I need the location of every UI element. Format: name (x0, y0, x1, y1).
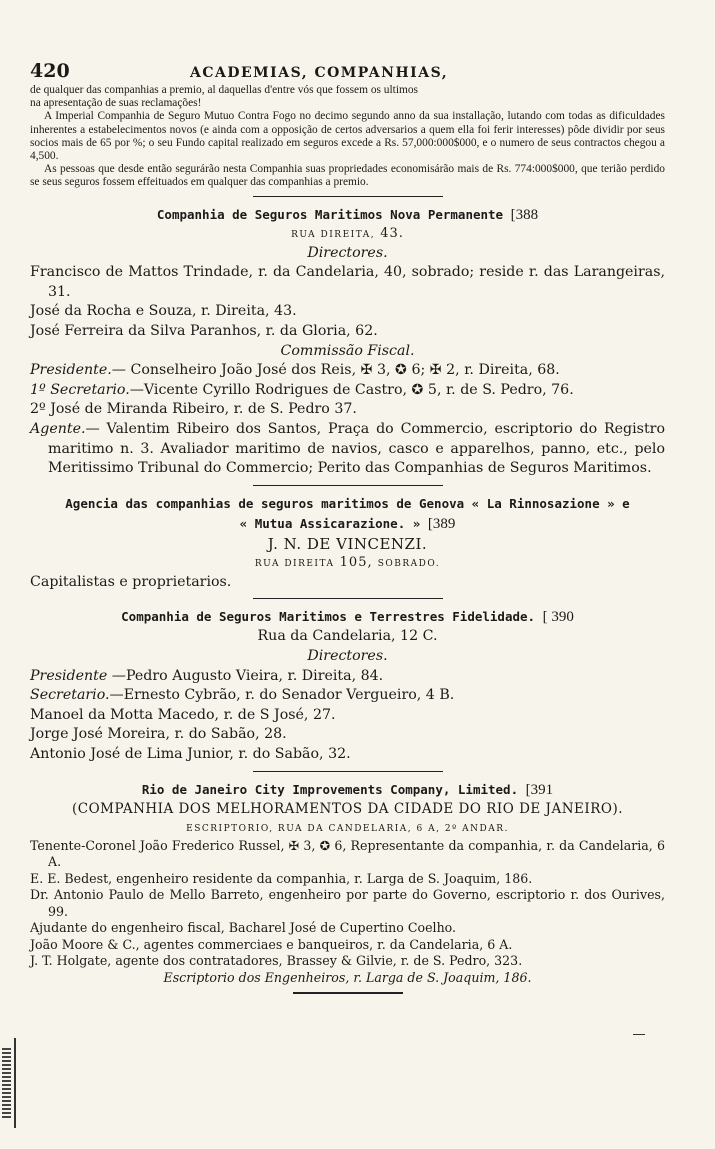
section-389-title-line-1: Agencia das companhias de seguros maritimos de Genova « La Rinnosazione » e (65, 495, 630, 511)
section-388-number: [388 (510, 206, 539, 223)
section-388-secretario (30, 381, 665, 401)
section-391-title-text: Rio de Janeiro City Improvements Company, Limited. (141, 781, 519, 797)
section-388-director-1: Francisco de Mattos Trindade, r. da Candelaria, 40, sobrado; reside r. das Larangeiras, 31. (30, 264, 665, 300)
presidente-text: — Conselheiro João José dos Reis, ✠ 3, ✪ 6; ✠ 2, r. Direita, 68. (111, 362, 560, 379)
section-390 (30, 607, 665, 764)
divider (253, 196, 443, 197)
section-388-address (30, 225, 665, 244)
section-391-line-6: J. T. Holgate, agente dos contratadores, Brassey & Gilvie, r. de S. Pedro, 323. (30, 953, 523, 968)
section-390-presidente (30, 667, 665, 687)
section-388-address-street: RUA DIREITA, (291, 229, 376, 240)
section-389-title-line-2: « Mutua Assicarazione. » (239, 515, 421, 531)
section-388-title-text: Companhia de Seguros Maritimos Nova Permanente (156, 206, 504, 222)
section-388-address-number: 43. (380, 225, 404, 241)
section-390-number: [ 390 (542, 609, 574, 626)
section-388-comissao-heading: Commissão Fiscal. (280, 342, 415, 359)
section-389 (30, 494, 665, 593)
section-389-number: [389 (427, 515, 456, 532)
running-title: ACADEMIAS, COMPANHIAS, (190, 65, 449, 81)
section-391-line-3: Dr. Antonio Paulo de Mello Barreto, engenheiro por parte do Governo, escriptorio r. dos Ourives, 99. (30, 887, 665, 919)
end-divider (293, 992, 403, 994)
intro-paragraph-2: A Imperial Companhia de Seguro Mutuo Contra Fogo no decimo segundo anno da sua installação, lutando com todas as dificuldades inherentes a estabelecimentos novos (e ainda com a opposição de certos adversarios a quem ella foi ferir interesses) pôde dividir por seus socios mais de 65 por %; o seu Fundo capital realizado em seguros excede a Rs. 57,000:000$000, e o numero de seus contractos chegou a 4,500. (30, 110, 665, 163)
section-389-address-number: 105, (339, 554, 373, 570)
section-390-director-1: Manoel da Motta Macedo, r. de S José, 27. (30, 706, 336, 723)
book-page (30, 60, 665, 1002)
agente-text: — Valentim Ribeiro dos Santos, Praça do Commercio, escriptorio do Registro maritimo n. 3. Avaliador maritimo de navios, casco e apparelhos, panno, etc., pelo Meritissimo Tribunal do Commercio; Perito das Companhias de Seguros Maritimos. (48, 420, 665, 477)
section-389-address-floor: SOBRADO. (377, 558, 441, 569)
intro-line-2: na apresentação de suas reclamações! (30, 97, 202, 110)
divider (253, 485, 443, 486)
section-388-presidente (30, 361, 665, 381)
secretario-label: 1º Secretario. (30, 381, 130, 398)
section-390-director-3: Antonio José de Lima Junior, r. do Sabão, 32. (30, 745, 351, 762)
secretario-text: —Vicente Cyrillo Rodrigues de Castro, ✪ 5, r. de S. Pedro, 76. (129, 381, 574, 398)
agente-label: Agente. (30, 420, 86, 437)
section-389-address (30, 554, 665, 573)
section-390-address: Rua da Candelaria, 12 C. (257, 628, 438, 645)
section-391-line-7: Escriptorio dos Engenheiros, r. Larga de S. Joaquim, 186. (163, 969, 532, 985)
intro-paragraph-3: As pessoas que desde então segurárão nesta Companhia suas propriedades economisárão mais de Rs. 774:000$000, que terião perdido se seus seguros fossem effeituados em qualquer das companhias a premio. (30, 163, 665, 189)
presidente-label: Presidente. (30, 362, 112, 379)
secretario-label: Secretario. (30, 687, 110, 704)
section-391 (30, 780, 665, 987)
section-388-directores-heading: Directores. (307, 244, 388, 261)
presidente-text: —Pedro Augusto Vieira, r. Direita, 84. (111, 667, 384, 684)
section-391-line-5: João Moore & C., agentes commerciaes e banqueiros, r. da Candelaria, 6 A. (30, 936, 513, 952)
section-388-secretario-2: 2º José de Miranda Ribeiro, r. de S. Pedro 37. (30, 401, 357, 418)
section-391-line-1: Tenente-Coronel João Frederico Russel, ✠ 3, ✪ 6, Representante da companhia, r. da Candelaria, 6 A. (30, 837, 665, 869)
section-391-address-text: ESCRIPTORIO, RUA DA CANDELARIA, 6 A, 2º ANDAR. (186, 823, 509, 834)
divider (253, 598, 443, 599)
section-391-title (30, 780, 665, 800)
page-header (30, 60, 665, 84)
section-390-secretario (30, 686, 665, 706)
section-388-director-2: José da Rocha e Souza, r. Direita, 43. (30, 303, 297, 320)
section-388-director-3: José Ferreira da Silva Paranhos, r. da Gloria, 62. (30, 323, 378, 339)
section-388 (30, 205, 665, 479)
section-389-note: Capitalistas e proprietarios. (30, 573, 232, 590)
section-389-title (30, 494, 665, 534)
section-391-line-4: Ajudante do engenheiro fiscal, Bacharel José de Cupertino Coelho. (30, 920, 457, 935)
section-391-subtitle: (COMPANHIA DOS MELHORAMENTOS DA CIDADE DO RIO DE JANEIRO). (72, 800, 623, 817)
section-389-address-street: RUA DIREITA (254, 558, 335, 569)
section-389-agent: J. N. DE VINCENZI. (267, 534, 428, 553)
intro-text (30, 84, 665, 190)
section-391-number: [391 (525, 781, 554, 798)
presidente-label: Presidente (30, 667, 108, 684)
section-390-title (30, 607, 665, 627)
section-390-directores-heading: Directores. (307, 647, 388, 664)
secretario-text: —Ernesto Cybrão, r. do Senador Vergueiro, 4 B. (109, 687, 455, 704)
margin-mark (633, 1034, 645, 1035)
page-number: 420 (30, 60, 70, 82)
intro-line-1: de qualquer das companhias a premio, al daquellas d'entre vós que fossem os ultimos (30, 84, 418, 96)
section-388-agente (30, 420, 665, 479)
section-390-director-2: Jorge José Moreira, r. do Sabão, 28. (30, 726, 287, 743)
divider (253, 771, 443, 772)
section-391-line-2: E. E. Bedest, engenheiro residente da companhia, r. Larga de S. Joaquim, 186. (30, 870, 533, 886)
section-390-title-text: Companhia de Seguros Maritimos e Terrestres Fidelidade. (121, 609, 536, 625)
section-391-address (30, 819, 665, 838)
section-388-title (30, 205, 665, 225)
page-edge-ornament (0, 1038, 16, 1128)
